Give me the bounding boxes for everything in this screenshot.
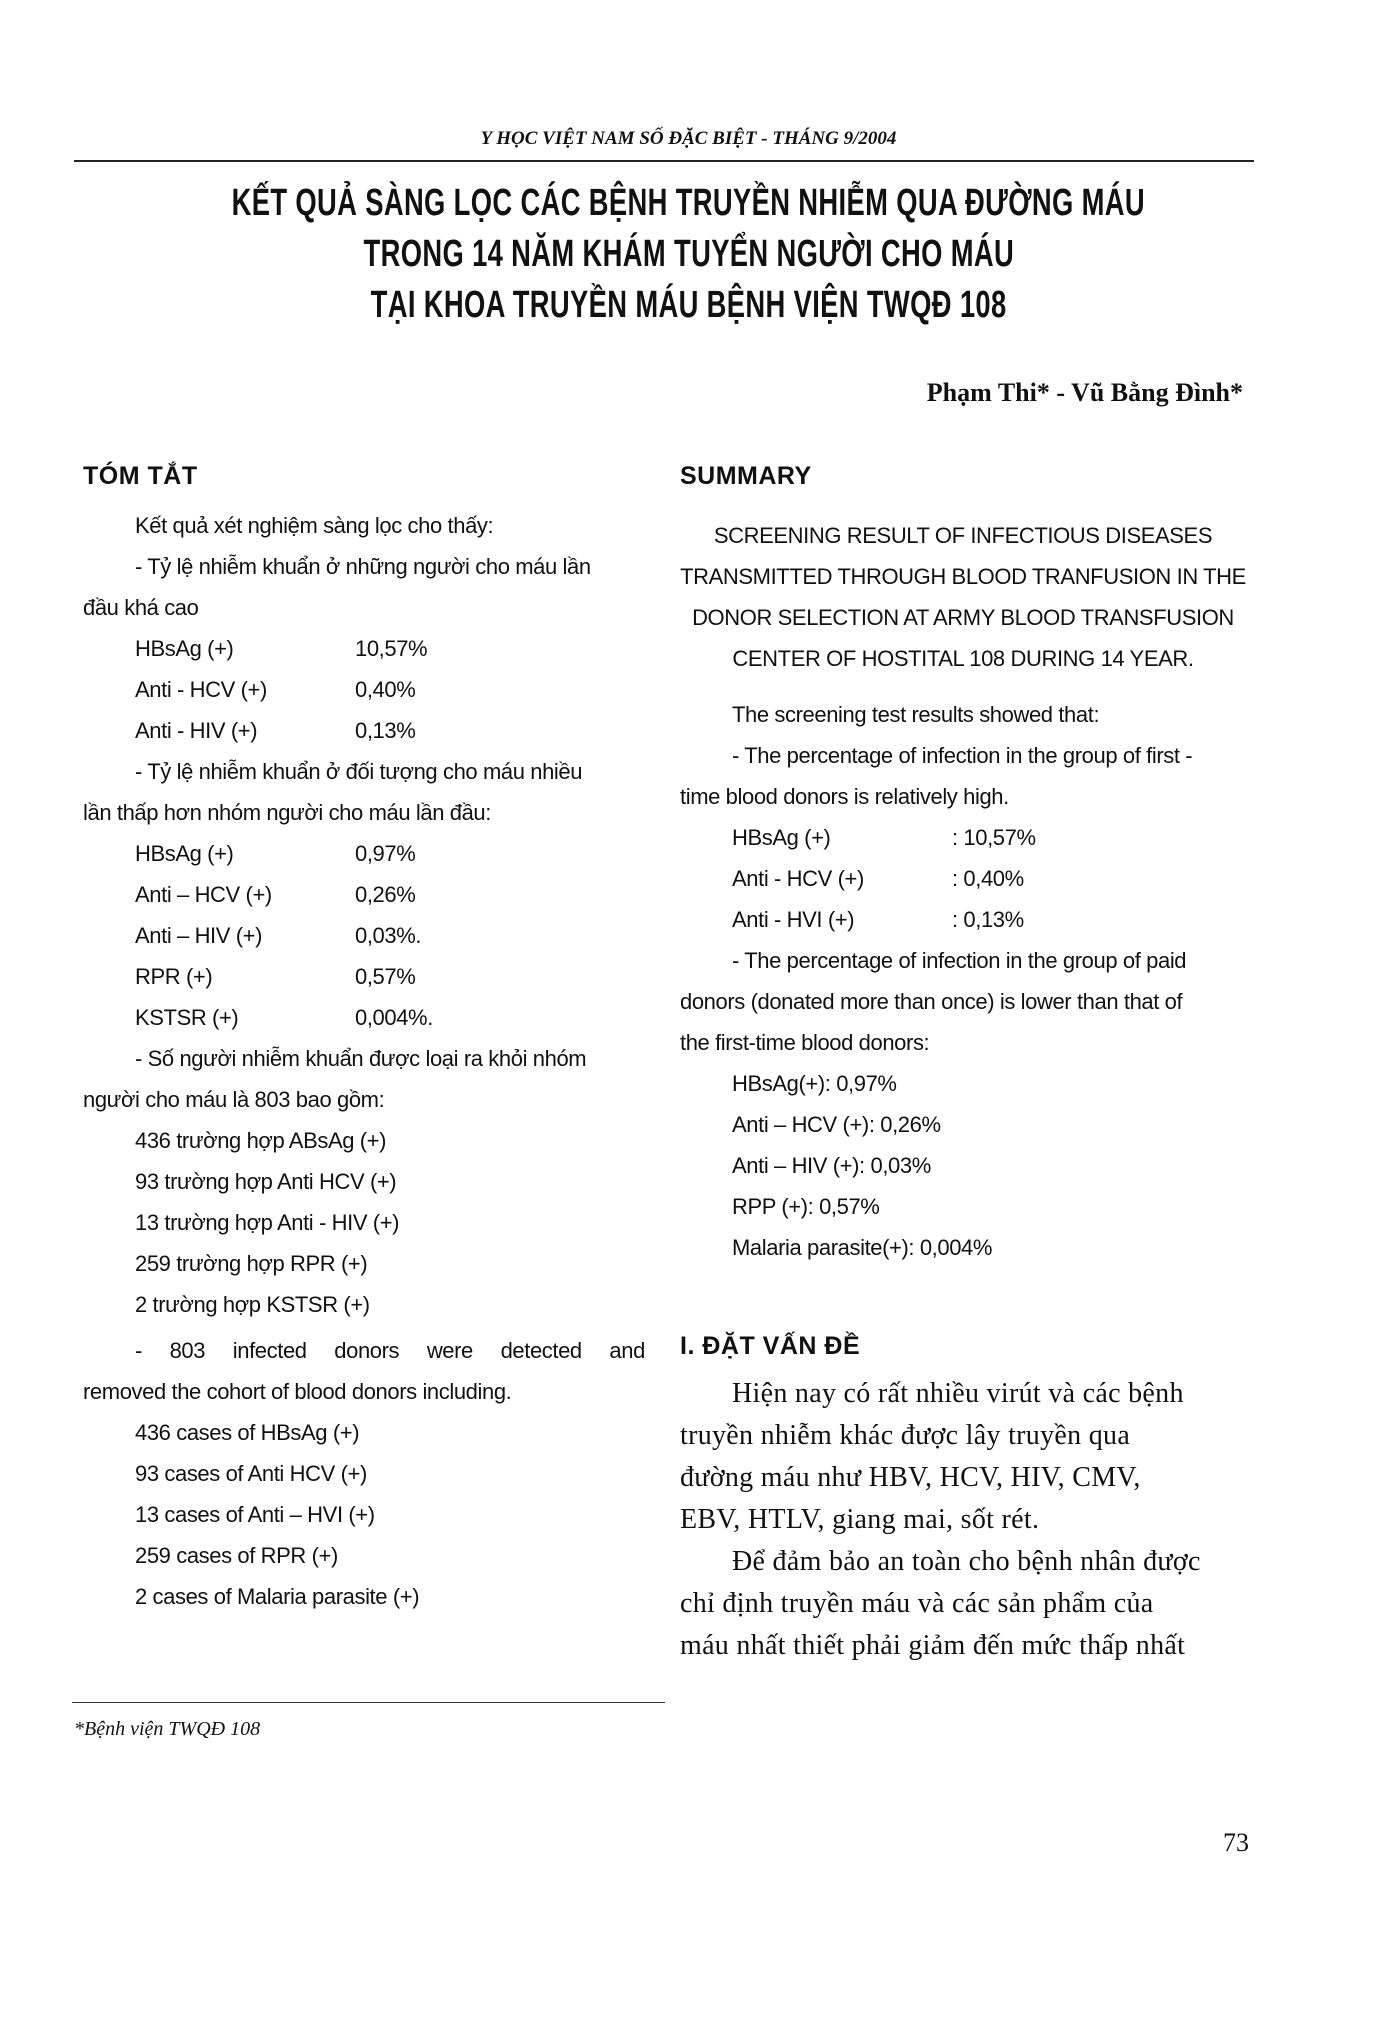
text: chỉ định truyền máu và các sản phẩm của [680,1588,1154,1619]
text: removed the cohort of blood donors including. [83,1379,512,1404]
result-line: Anti – HCV (+): 0,26% [732,1112,941,1137]
text: time blood donors is relatively high. [680,784,1009,809]
label: Anti - HCV (+) [732,866,864,891]
label: HBsAg (+) [135,636,234,661]
value: 0,004%. [355,1005,433,1030]
footnote-rule [72,1702,665,1703]
case-item: 436 cases of HBsAg (+) [135,1420,360,1445]
value: 10,57% [355,636,428,661]
word: donors [334,1338,400,1363]
case-item: 93 trường hợp Anti HCV (+) [135,1169,397,1194]
text: máu nhất thiết phải giảm đến mức thấp nhất [680,1630,1186,1661]
para [83,546,645,587]
result-line: HBsAg(+): 0,97% [732,1071,897,1096]
abstract-heading-vn: TÓM TẮT [83,462,198,490]
section-heading: I. ĐẶT VẤN ĐỀ [680,1332,861,1360]
case-item: 13 cases of Anti – HVI (+) [135,1502,375,1527]
case-item: 436 trường hợp ABsAg (+) [135,1128,387,1153]
text: Để đảm bảo an toàn cho bệnh nhân được [732,1546,1201,1577]
case-item: 259 cases of RPR (+) [135,1543,338,1568]
word: infected [232,1338,307,1363]
result-row [83,833,645,874]
case-item: 2 trường hợp KSTSR (+) [135,1292,370,1317]
right-column [680,515,1246,1667]
label: HBsAg (+) [732,825,831,850]
intro: Kết quả xét nghiệm sàng lọc cho thấy: [135,513,494,538]
word: were [426,1338,473,1363]
label: Anti - HVI (+) [732,907,855,932]
authors: Phạm Thi* - Vũ Bằng Đình* [926,378,1243,407]
value: 0,40% [355,677,416,702]
result-row [680,899,1246,940]
text: - Tỷ lệ nhiễm khuẩn ở đối tượng cho máu nhiều [135,759,583,784]
word: 803 [169,1338,206,1363]
text: lần thấp hơn nhóm người cho máu lần đầu: [83,800,491,825]
text: - Tỷ lệ nhiễm khuẩn ở những người cho máu lần [135,554,591,579]
summary-title [680,515,1246,679]
left-column [83,505,645,1617]
text: TRANSMITTED THROUGH BLOOD TRANFUSION IN THE [680,564,1246,589]
label: Anti - HCV (+) [135,677,267,702]
text: SCREENING RESULT OF INFECTIOUS DISEASES [713,523,1213,548]
text: - Số người nhiễm khuẩn được loại ra khỏi nhóm [135,1046,587,1071]
result-row [83,956,645,997]
result-row [83,874,645,915]
value: : 0,40% [952,866,1024,891]
word: and [609,1338,645,1363]
label: RPR (+) [135,964,213,989]
result-row [83,628,645,669]
value: : 0,13% [952,907,1024,932]
text: đầu khá cao [83,595,199,620]
result-row [680,817,1246,858]
label: Anti - HIV (+) [135,718,258,743]
text: donors (donated more than once) is lower than that of [680,989,1183,1014]
text: CENTER OF HOSTITAL 108 DURING 14 YEAR. [732,646,1194,671]
word: detected [500,1338,582,1363]
value: 0,97% [355,841,416,866]
label: Anti – HCV (+) [135,882,272,907]
text: DONOR SELECTION AT ARMY BLOOD TRANSFUSION [692,605,1234,630]
label: Anti – HIV (+) [135,923,263,948]
result-line: Malaria parasite(+): 0,004% [732,1235,993,1260]
title-line-1: KẾT QUẢ SÀNG LỌC CÁC BỆNH TRUYỀN NHIỄM QUA ĐƯỜNG MÁU [231,182,1146,224]
case-item: 93 cases of Anti HCV (+) [135,1461,367,1486]
result-row [83,710,645,751]
label: HBsAg (+) [135,841,234,866]
english-para [83,1330,645,1371]
text: EBV, HTLV, giang mai, sốt rét. [680,1504,1040,1535]
text: The screening test results showed that: [732,702,1100,727]
intro-paragraphs [680,1373,1246,1667]
value: 0,03%. [355,923,422,948]
page-number: 73 [1223,1828,1249,1857]
case-item: 2 cases of Malaria parasite (+) [135,1584,420,1609]
text: truyền nhiễm khác được lây truyền qua [680,1420,1131,1451]
text: the first-time blood donors: [680,1030,930,1055]
case-item: 259 trường hợp RPR (+) [135,1251,368,1276]
footnote: *Bệnh viện TWQĐ 108 [74,1718,261,1740]
result-row [83,915,645,956]
text: - The percentage of infection in the group of paid [732,948,1187,973]
value: 0,26% [355,882,416,907]
summary-heading: SUMMARY [680,462,812,490]
header-rule [74,160,1254,162]
label: KSTSR (+) [135,1005,239,1030]
text: - The percentage of infection in the group of first - [732,743,1193,768]
result-line: RPP (+): 0,57% [732,1194,880,1219]
result-line: Anti – HIV (+): 0,03% [732,1153,931,1178]
value: : 10,57% [952,825,1036,850]
result-row [83,669,645,710]
text: đường máu như HBV, HCV, HIV, CMV, [680,1462,1141,1493]
title-line-3: TẠI KHOA TRUYỀN MÁU BỆNH VIỆN TWQĐ 108 [370,284,1007,326]
value: 0,13% [355,718,416,743]
result-row [680,858,1246,899]
case-item: 13 trường hợp Anti - HIV (+) [135,1210,400,1235]
word: - [135,1338,142,1363]
text: Hiện nay có rất nhiều virút và các bệnh [732,1378,1184,1409]
journal-header: Y HỌC VIỆT NAM SỐ ĐẶC BIỆT - THÁNG 9/2004 [480,128,897,149]
result-row [83,997,645,1038]
value: 0,57% [355,964,416,989]
title-line-2: TRONG 14 NĂM KHÁM TUYỂN NGƯỜI CHO MÁU [363,233,1014,275]
text: người cho máu là 803 bao gồm: [83,1087,385,1112]
